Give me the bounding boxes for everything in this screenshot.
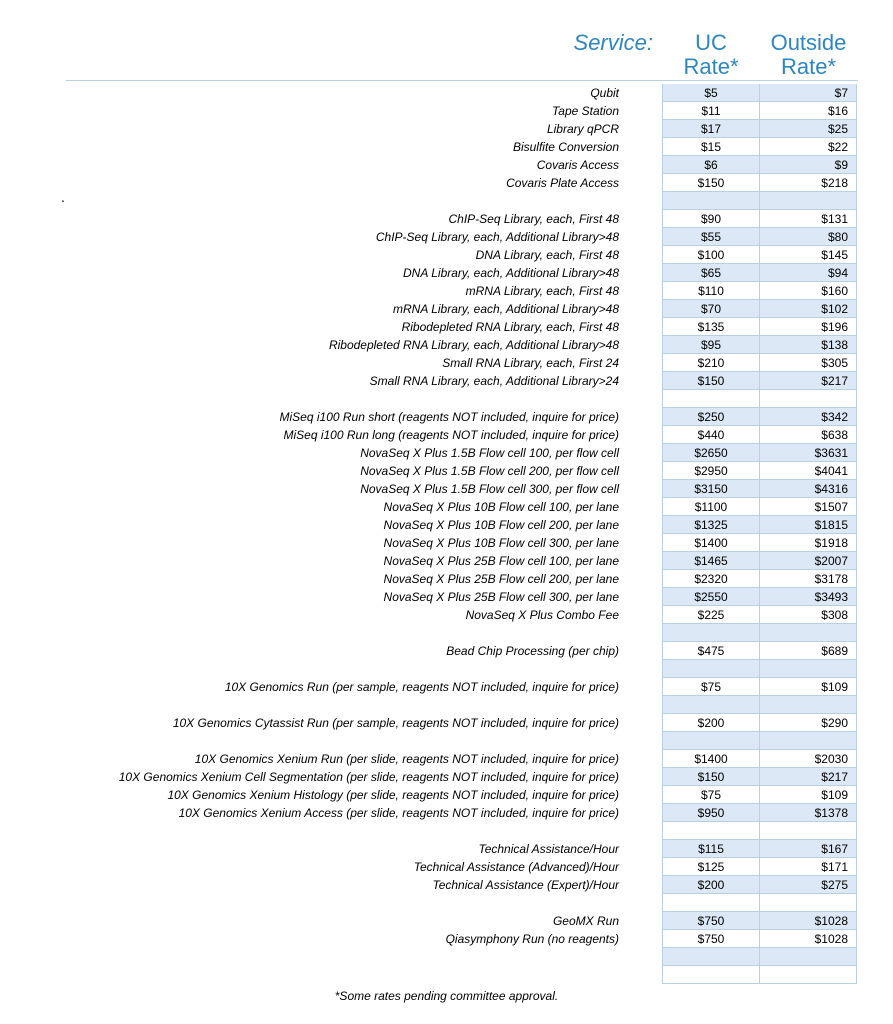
table-row <box>0 534 857 552</box>
uc-rate-cell: $125 <box>662 858 760 876</box>
uc-rate-cell: $2320 <box>662 570 760 588</box>
service-name: DNA Library, each, First 48 <box>475 248 619 262</box>
service-name: Technical Assistance (Advanced)/Hour <box>413 860 619 874</box>
outside-rate-cell: $3493 <box>760 588 857 606</box>
uc-rate-cell <box>662 822 760 840</box>
uc-rate-header-line-2: Rate* <box>683 54 739 79</box>
outside-rate-cell: $138 <box>760 336 857 354</box>
outside-rate-cell: $16 <box>760 102 857 120</box>
table-row <box>0 246 857 264</box>
uc-rate-cell: $150 <box>662 768 760 786</box>
uc-rate-cell: $950 <box>662 804 760 822</box>
table-row <box>0 642 857 660</box>
service-name: Ribodepleted RNA Library, each, First 48 <box>401 320 619 334</box>
uc-rate-cell: $210 <box>662 354 760 372</box>
service-name: DNA Library, each, Additional Library>48 <box>403 266 619 280</box>
stray-dot: . <box>61 189 65 205</box>
table-row <box>0 84 857 102</box>
service-name: MiSeq i100 Run short (reagents NOT included, inquire for price) <box>279 410 619 424</box>
outside-rate-cell: $145 <box>760 246 857 264</box>
outside-rate-cell: $1028 <box>760 912 857 930</box>
outside-rate-cell: $3631 <box>760 444 857 462</box>
service-name: ChIP-Seq Library, each, Additional Library>48 <box>375 230 619 244</box>
uc-rate-cell: $475 <box>662 642 760 660</box>
uc-rate-cell: $1100 <box>662 498 760 516</box>
service-name: Tape Station <box>552 104 619 118</box>
uc-rate-cell: $1400 <box>662 534 760 552</box>
service-name: Bead Chip Processing (per chip) <box>446 644 619 658</box>
service-name: Technical Assistance/Hour <box>478 842 619 856</box>
uc-rate-cell <box>662 966 760 984</box>
service-name: NovaSeq X Plus 1.5B Flow cell 100, per flow cell <box>360 446 619 460</box>
uc-rate-cell <box>662 948 760 966</box>
table-row <box>0 120 857 138</box>
uc-rate-cell: $65 <box>662 264 760 282</box>
table-row <box>0 372 857 390</box>
uc-rate-cell: $17 <box>662 120 760 138</box>
uc-rate-column-header <box>662 31 760 79</box>
outside-rate-header-line-1: Outside <box>770 30 847 55</box>
outside-rate-column-header <box>760 31 857 79</box>
outside-rate-cell <box>760 894 857 912</box>
table-row <box>0 498 857 516</box>
outside-rate-cell: $94 <box>760 264 857 282</box>
service-name: NovaSeq X Plus 10B Flow cell 300, per lane <box>383 536 619 550</box>
table-row <box>0 732 857 750</box>
header-divider <box>66 80 858 81</box>
table-row <box>0 138 857 156</box>
table-row <box>0 714 857 732</box>
outside-rate-cell: $7 <box>760 84 857 102</box>
service-name: MiSeq i100 Run long (reagents NOT included, inquire for price) <box>283 428 619 442</box>
uc-rate-cell <box>662 696 760 714</box>
table-row <box>0 948 857 966</box>
outside-rate-cell: $160 <box>760 282 857 300</box>
footnote: *Some rates pending committee approval. <box>334 989 559 1003</box>
table-row <box>0 966 857 984</box>
outside-rate-cell: $305 <box>760 354 857 372</box>
uc-rate-cell: $440 <box>662 426 760 444</box>
uc-rate-cell: $95 <box>662 336 760 354</box>
outside-rate-cell <box>760 624 857 642</box>
outside-rate-cell: $80 <box>760 228 857 246</box>
uc-rate-cell: $2650 <box>662 444 760 462</box>
outside-rate-cell: $1815 <box>760 516 857 534</box>
table-row <box>0 570 857 588</box>
table-row <box>0 264 857 282</box>
uc-rate-cell: $2950 <box>662 462 760 480</box>
service-name: mRNA Library, each, Additional Library>48 <box>393 302 619 316</box>
outside-rate-cell: $171 <box>760 858 857 876</box>
uc-rate-cell: $15 <box>662 138 760 156</box>
outside-rate-cell: $689 <box>760 642 857 660</box>
table-row <box>0 102 857 120</box>
table-row <box>0 444 857 462</box>
uc-rate-cell: $70 <box>662 300 760 318</box>
outside-rate-cell: $342 <box>760 408 857 426</box>
outside-rate-cell <box>760 948 857 966</box>
uc-rate-cell <box>662 894 760 912</box>
table-row <box>0 390 857 408</box>
table-row <box>0 189 857 210</box>
outside-rate-cell: $217 <box>760 768 857 786</box>
table-row <box>0 516 857 534</box>
uc-rate-cell: $200 <box>662 876 760 894</box>
service-name: NovaSeq X Plus 25B Flow cell 200, per lane <box>383 572 619 586</box>
service-name: Technical Assistance (Expert)/Hour <box>432 878 619 892</box>
table-row <box>0 336 857 354</box>
uc-rate-cell: $750 <box>662 930 760 948</box>
outside-rate-cell <box>760 192 857 210</box>
outside-rate-cell: $131 <box>760 210 857 228</box>
uc-rate-cell <box>662 192 760 210</box>
table-row <box>0 462 857 480</box>
service-name: NovaSeq X Plus 1.5B Flow cell 200, per flow cell <box>360 464 619 478</box>
service-name: 10X Genomics Xenium Access (per slide, reagents NOT included, inquire for price) <box>178 806 619 820</box>
uc-rate-cell <box>662 624 760 642</box>
uc-rate-cell: $150 <box>662 372 760 390</box>
table-row <box>0 858 857 876</box>
outside-rate-cell <box>760 390 857 408</box>
service-name: Covaris Access <box>536 158 619 172</box>
uc-rate-cell: $1465 <box>662 552 760 570</box>
service-name: mRNA Library, each, First 48 <box>465 284 619 298</box>
uc-rate-cell: $55 <box>662 228 760 246</box>
uc-rate-cell: $225 <box>662 606 760 624</box>
outside-rate-cell: $308 <box>760 606 857 624</box>
uc-rate-cell: $75 <box>662 786 760 804</box>
table-row <box>0 696 857 714</box>
table-row <box>0 354 857 372</box>
uc-rate-cell: $1400 <box>662 750 760 768</box>
outside-rate-cell: $2030 <box>760 750 857 768</box>
table-row <box>0 750 857 768</box>
table-row <box>0 426 857 444</box>
uc-rate-cell: $3150 <box>662 480 760 498</box>
uc-rate-cell <box>662 732 760 750</box>
uc-rate-cell: $750 <box>662 912 760 930</box>
table-row <box>0 588 857 606</box>
uc-rate-cell <box>662 660 760 678</box>
outside-rate-cell: $9 <box>760 156 857 174</box>
service-name: 10X Genomics Xenium Run (per slide, reagents NOT included, inquire for price) <box>194 752 619 766</box>
service-name: NovaSeq X Plus 10B Flow cell 200, per lane <box>383 518 619 532</box>
uc-rate-cell: $110 <box>662 282 760 300</box>
table-row <box>0 606 857 624</box>
service-column-header: Service: <box>573 30 653 55</box>
outside-rate-cell <box>760 966 857 984</box>
table-row <box>0 840 857 858</box>
table-row <box>0 480 857 498</box>
outside-rate-cell: $4041 <box>760 462 857 480</box>
uc-rate-cell: $11 <box>662 102 760 120</box>
table-row <box>0 678 857 696</box>
outside-rate-cell: $109 <box>760 678 857 696</box>
outside-rate-cell <box>760 696 857 714</box>
table-row <box>0 804 857 822</box>
table-row <box>0 210 857 228</box>
table-row <box>0 912 857 930</box>
service-name: Small RNA Library, each, Additional Library>24 <box>369 374 619 388</box>
outside-rate-cell: $25 <box>760 120 857 138</box>
uc-rate-cell: $150 <box>662 174 760 192</box>
service-name: NovaSeq X Plus 1.5B Flow cell 300, per flow cell <box>360 482 619 496</box>
outside-rate-cell: $217 <box>760 372 857 390</box>
table-row <box>0 282 857 300</box>
outside-rate-cell: $167 <box>760 840 857 858</box>
table-row <box>0 768 857 786</box>
uc-rate-cell: $2550 <box>662 588 760 606</box>
rate-table <box>0 84 857 984</box>
outside-rate-cell <box>760 822 857 840</box>
table-row <box>0 408 857 426</box>
uc-rate-cell: $250 <box>662 408 760 426</box>
table-row <box>0 228 857 246</box>
outside-rate-cell: $196 <box>760 318 857 336</box>
table-row <box>0 786 857 804</box>
uc-rate-cell: $100 <box>662 246 760 264</box>
service-name: NovaSeq X Plus 10B Flow cell 100, per lane <box>383 500 619 514</box>
table-row <box>0 174 857 192</box>
service-name: Qubit <box>590 86 619 100</box>
uc-rate-cell <box>662 390 760 408</box>
outside-rate-cell: $4316 <box>760 480 857 498</box>
uc-rate-cell: $135 <box>662 318 760 336</box>
uc-rate-cell: $115 <box>662 840 760 858</box>
service-name: GeoMX Run <box>552 914 619 928</box>
outside-rate-cell: $290 <box>760 714 857 732</box>
service-name: 10X Genomics Cytassist Run (per sample, reagents NOT included, inquire for price) <box>172 716 619 730</box>
service-name: NovaSeq X Plus 25B Flow cell 300, per lane <box>383 590 619 604</box>
outside-rate-cell: $1507 <box>760 498 857 516</box>
uc-rate-cell: $75 <box>662 678 760 696</box>
service-name: NovaSeq X Plus 25B Flow cell 100, per lane <box>383 554 619 568</box>
table-row <box>0 894 857 912</box>
service-name: NovaSeq X Plus Combo Fee <box>465 608 619 622</box>
outside-rate-cell: $275 <box>760 876 857 894</box>
outside-rate-cell: $109 <box>760 786 857 804</box>
service-name: Small RNA Library, each, First 24 <box>442 356 619 370</box>
outside-rate-cell: $102 <box>760 300 857 318</box>
outside-rate-header-line-2: Rate* <box>780 54 837 79</box>
outside-rate-cell: $1378 <box>760 804 857 822</box>
uc-rate-cell: $6 <box>662 156 760 174</box>
service-name: Bisulfite Conversion <box>512 140 619 154</box>
table-row <box>0 822 857 840</box>
service-name: ChIP-Seq Library, each, First 48 <box>448 212 619 226</box>
outside-rate-cell: $22 <box>760 138 857 156</box>
service-name: 10X Genomics Xenium Cell Segmentation (per slide, reagents NOT included, inquire for price) <box>118 770 619 784</box>
service-name: Ribodepleted RNA Library, each, Additional Library>48 <box>328 338 619 352</box>
table-row <box>0 624 857 642</box>
outside-rate-cell: $1028 <box>760 930 857 948</box>
table-row <box>0 156 857 174</box>
outside-rate-cell: $3178 <box>760 570 857 588</box>
table-row <box>0 660 857 678</box>
table-row <box>0 300 857 318</box>
outside-rate-cell <box>760 660 857 678</box>
outside-rate-cell: $2007 <box>760 552 857 570</box>
table-row <box>0 876 857 894</box>
table-row <box>0 552 857 570</box>
outside-rate-cell <box>760 732 857 750</box>
uc-rate-cell: $5 <box>662 84 760 102</box>
uc-rate-cell: $200 <box>662 714 760 732</box>
table-row <box>0 930 857 948</box>
outside-rate-cell: $1918 <box>760 534 857 552</box>
service-name: Library qPCR <box>546 122 619 136</box>
table-row <box>0 318 857 336</box>
uc-rate-cell: $1325 <box>662 516 760 534</box>
outside-rate-cell: $218 <box>760 174 857 192</box>
outside-rate-cell: $638 <box>760 426 857 444</box>
service-name: 10X Genomics Run (per sample, reagents NOT included, inquire for price) <box>224 680 619 694</box>
service-name: 10X Genomics Xenium Histology (per slide, reagents NOT included, inquire for price) <box>167 788 619 802</box>
service-name: Qiasymphony Run (no reagents) <box>445 932 619 946</box>
uc-rate-cell: $90 <box>662 210 760 228</box>
uc-rate-header-line-1: UC <box>695 30 727 55</box>
service-name: Covaris Plate Access <box>506 176 619 190</box>
